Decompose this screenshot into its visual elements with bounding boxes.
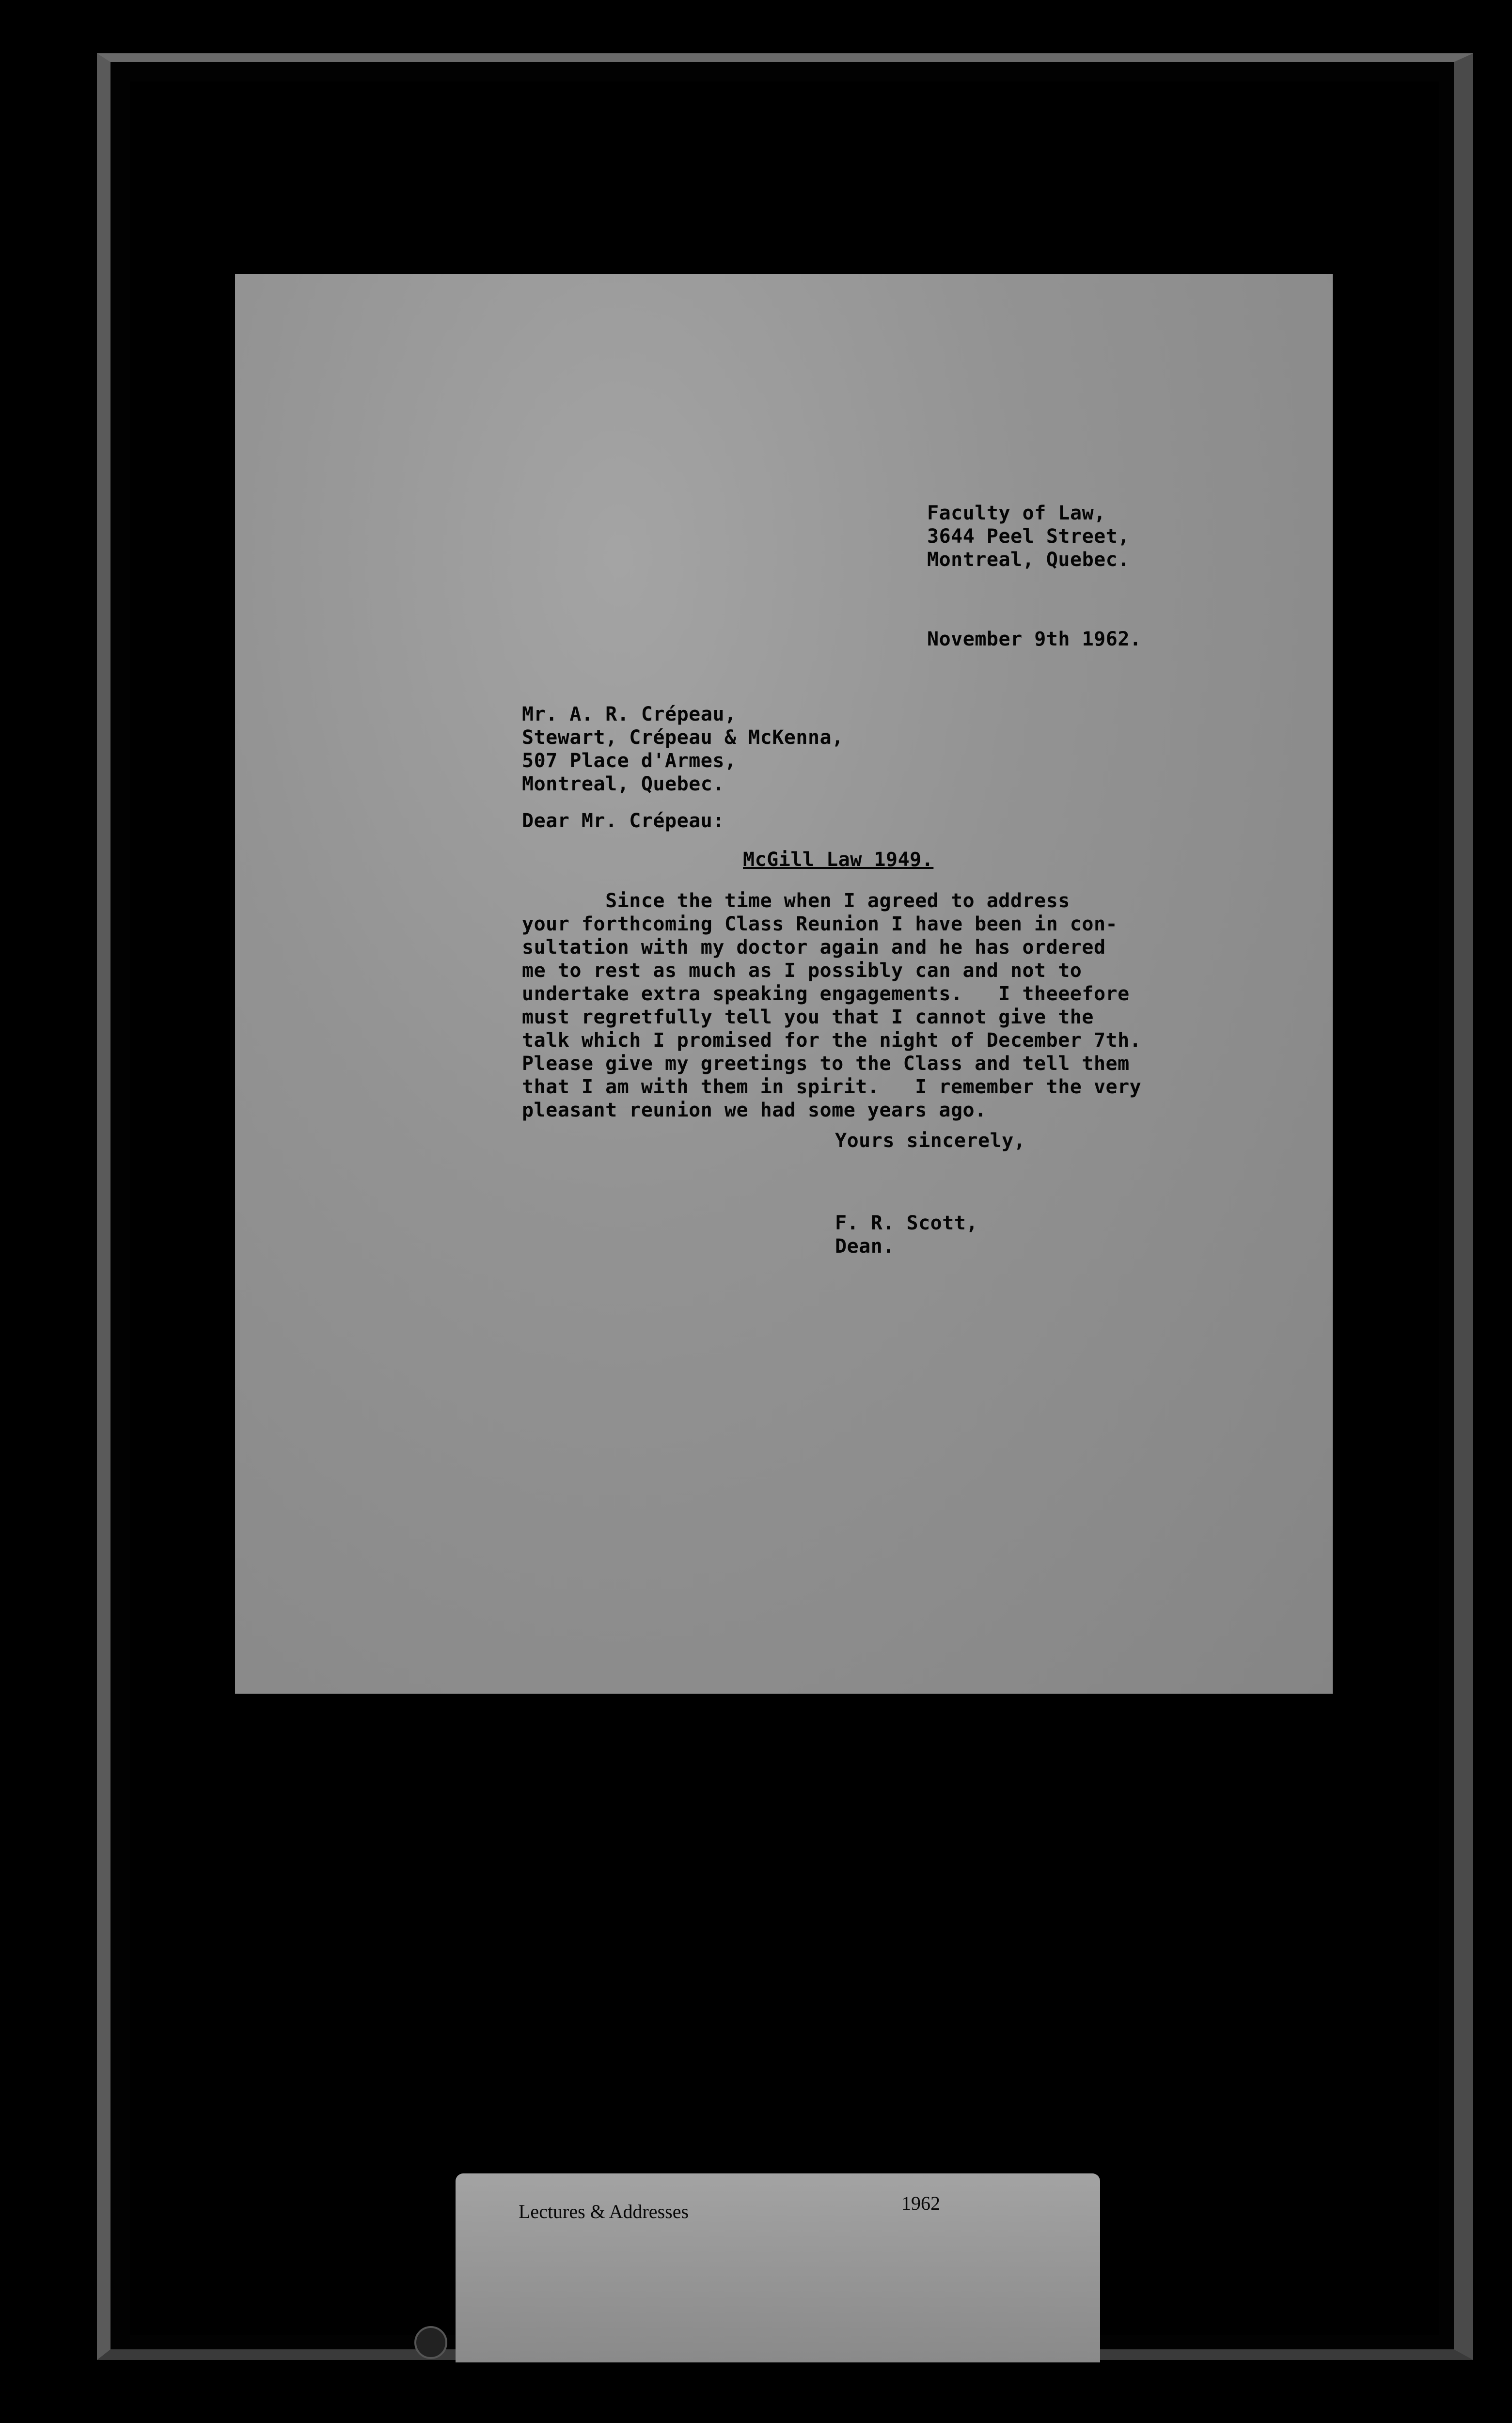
letter-date: November 9th 1962.	[927, 628, 1142, 650]
subject-line: McGill Law 1949.	[743, 849, 934, 871]
closing: Yours sincerely,	[835, 1130, 1026, 1152]
recipient-address: Mr. A. R. Crépeau, Stewart, Crépeau & McKenna, 507 Place d'Armes, Montreal, Quebec.	[522, 703, 844, 795]
label-title: Lectures & Addresses	[519, 2201, 689, 2222]
letter-body: Since the time when I agreed to address your forthcoming Class Reunion I have been in con- sultation with my doctor again and he has ordered me to rest as much as I possibly can and not to undertake extra speaking engagements. I theeefore must regretfully tell you that I cannot give the talk which I promised for the night of December 7th. Please give my greetings to the Class and tell them that I am with them in spirit. I remember the very pleasant reunion we had some years ago.	[522, 890, 1142, 1121]
punch-hole-icon	[414, 2326, 447, 2359]
salutation: Dear Mr. Crépeau:	[522, 810, 724, 832]
label-year: 1962	[901, 2192, 940, 2214]
sender-address: Faculty of Law, 3644 Peel Street, Montreal, Quebec.	[927, 502, 1130, 571]
letter-page	[235, 274, 1333, 1694]
signature-block: F. R. Scott, Dean.	[835, 1212, 978, 1258]
archive-label-card	[456, 2173, 1100, 2362]
